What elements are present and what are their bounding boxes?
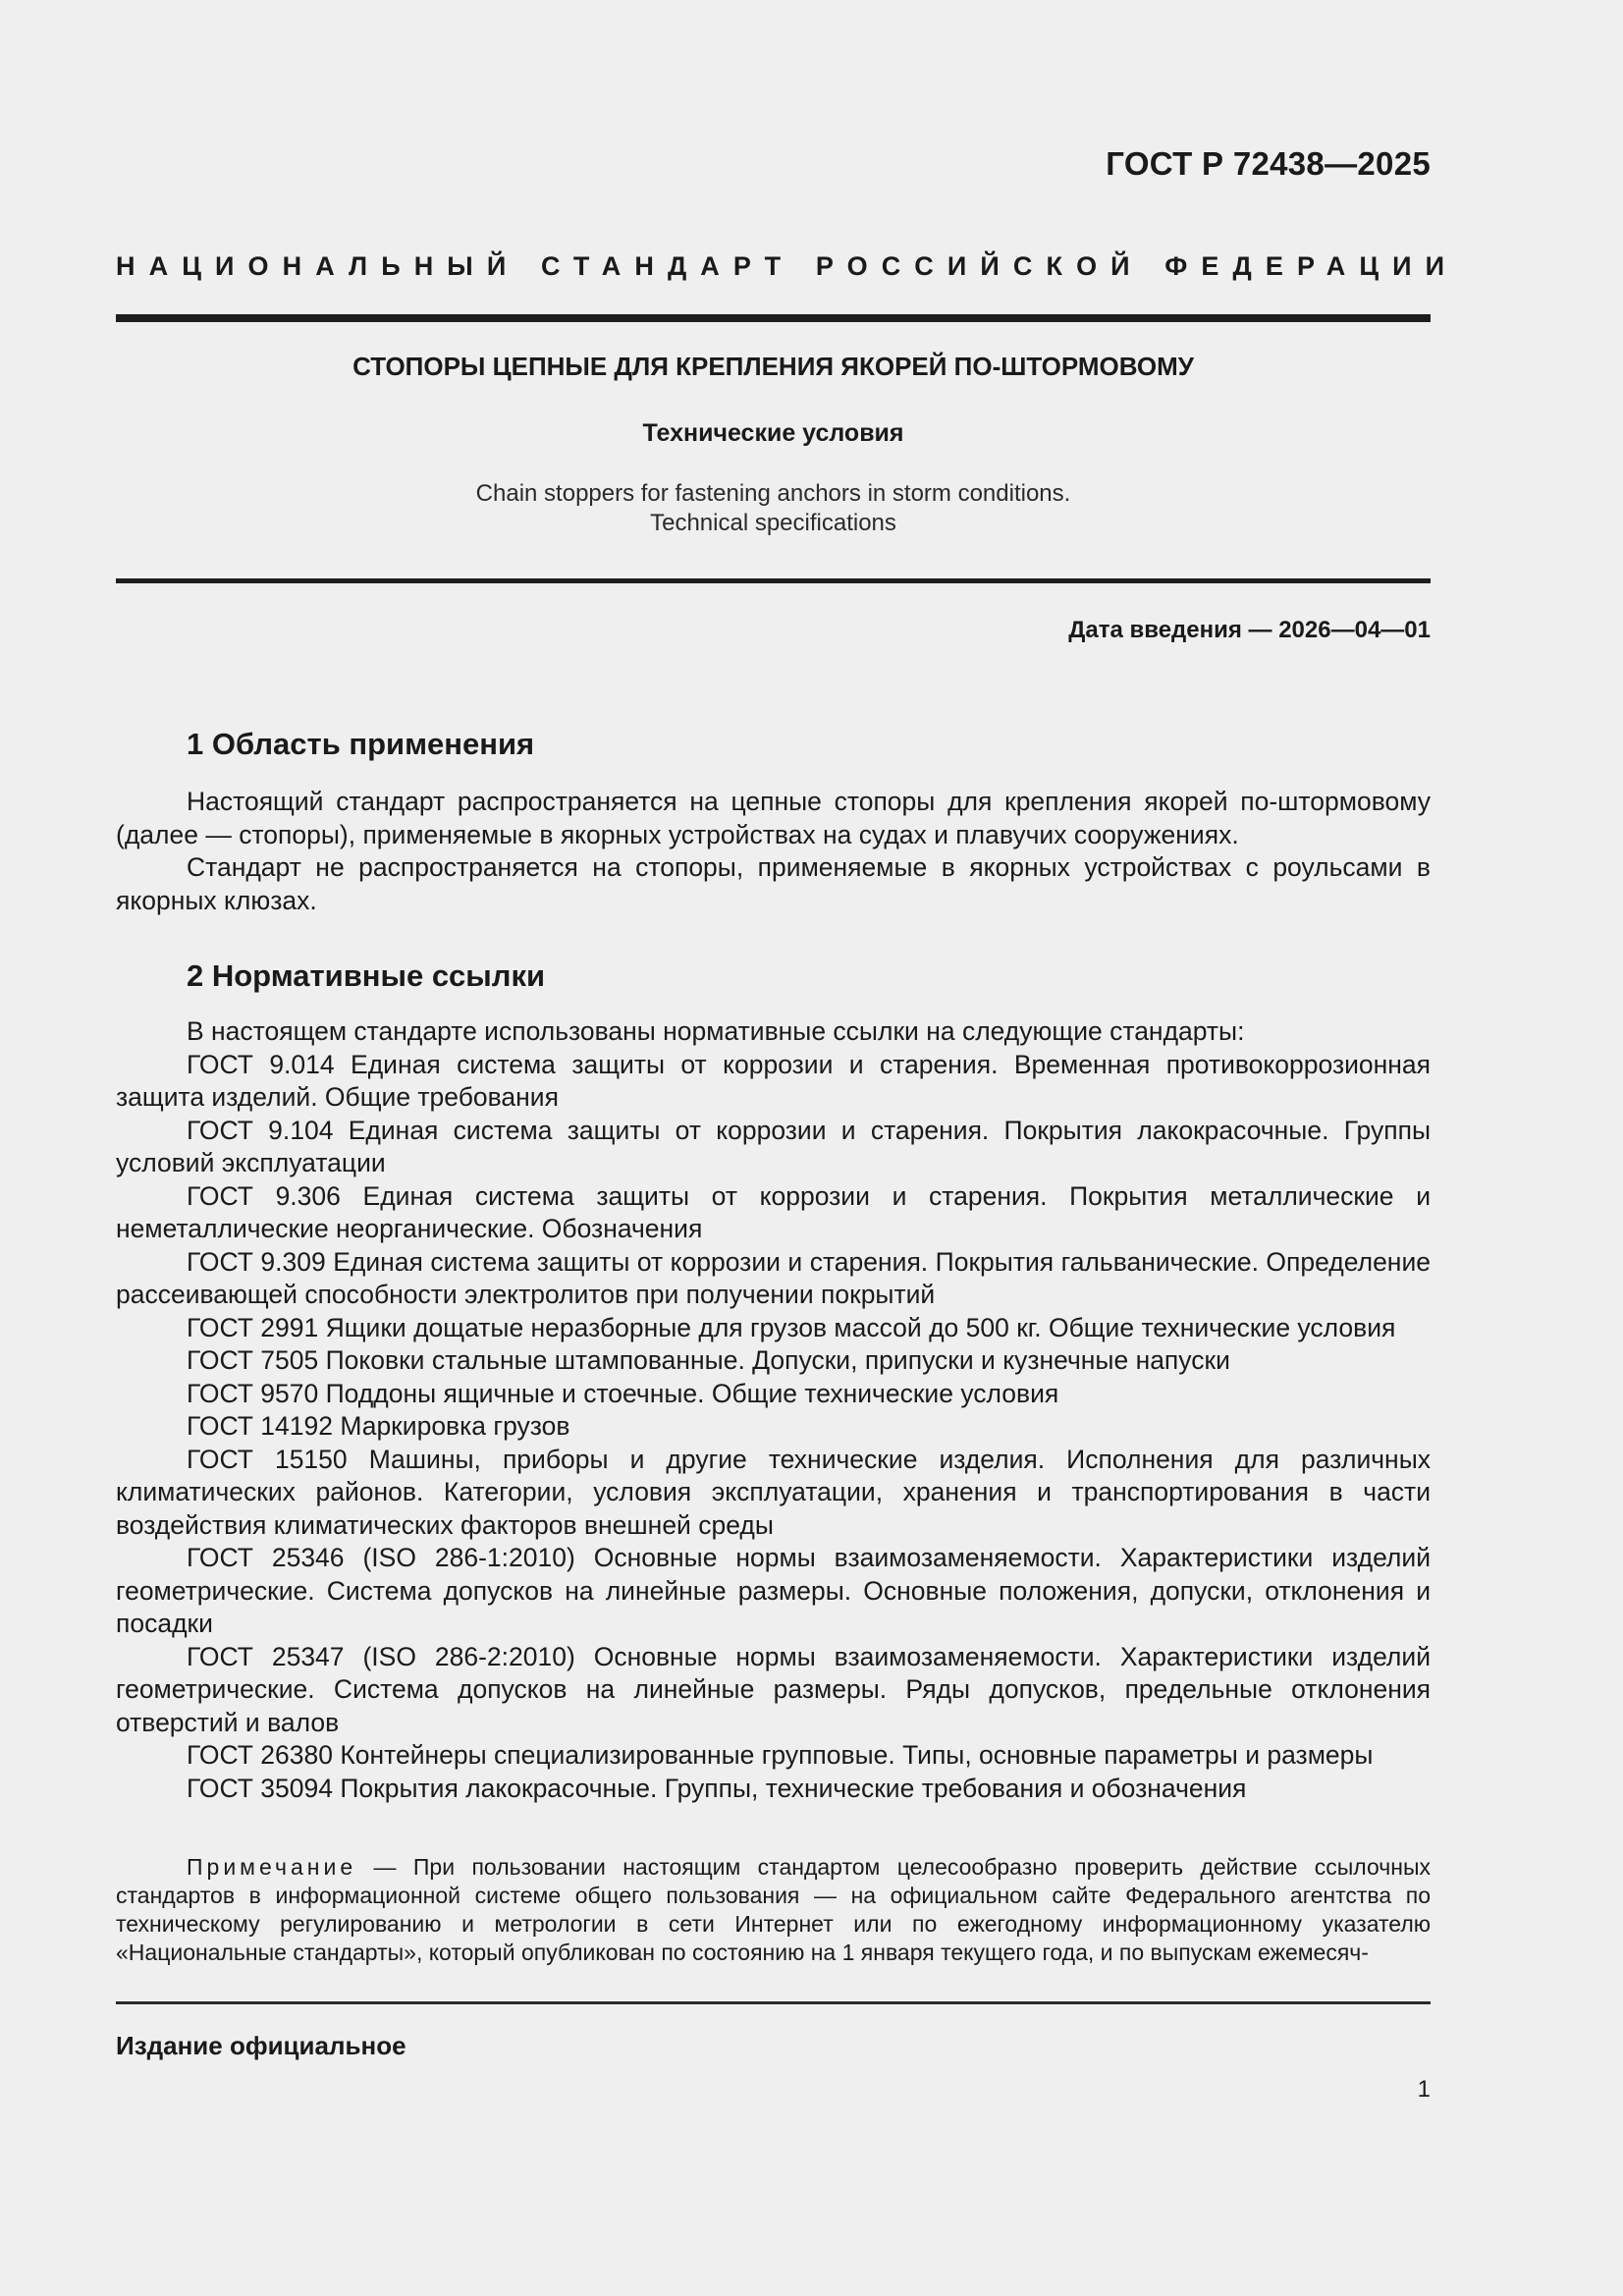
note-paragraph <box>116 1853 1431 1967</box>
section-2-intro: В настоящем стандарте использованы нормативные ссылки на следующие стандарты: <box>187 1016 1245 1046</box>
header-divider <box>116 314 1431 322</box>
reference-item: ГОСТ 9.306 Единая система защиты от коррозии и старения. Покрытия металлические и неметаллические неорганические. Обозначения <box>116 1180 1431 1243</box>
reference-item: ГОСТ 9570 Поддоны ящичные и стоечные. Общие технические условия <box>187 1378 1059 1408</box>
reference-item: ГОСТ 26380 Контейнеры специализированные групповые. Типы, основные параметры и размеры <box>187 1740 1374 1770</box>
title-divider <box>116 578 1431 583</box>
reference-item: ГОСТ 2991 Ящики дощатые неразборные для грузов массой до 500 кг. Общие технические условия <box>187 1312 1396 1342</box>
reference-item: ГОСТ 15150 Машины, приборы и другие технические изделия. Исполнения для различных климатических районов. Категории, условия эксплуатации, хранения и транспортирования в части воздействия климатических факторов внешней среды <box>116 1444 1431 1540</box>
section-1-body <box>116 786 1431 917</box>
reference-item: ГОСТ 35094 Покрытия лакокрасочные. Группы, технические требования и обозначения <box>187 1773 1247 1803</box>
introduction-date: Дата введения — 2026—04—01 <box>1068 617 1431 643</box>
page-number: 1 <box>1417 2076 1431 2103</box>
section-1-heading: 1 Область применения <box>187 727 535 761</box>
reference-item: ГОСТ 14192 Маркировка грузов <box>187 1411 570 1441</box>
note <box>116 1853 1431 1967</box>
reference-item: ГОСТ 25347 (ISO 286-2:2010) Основные нормы взаимозаменяемости. Характеристики изделий геометрические. Система допусков на линейные размеры. Ряды допусков, предельные отклонения отверстий и валов <box>116 1641 1431 1737</box>
english-title-line-2: Technical specifications <box>650 510 896 536</box>
gost-number: ГОСТ Р 72438—2025 <box>1106 145 1431 182</box>
reference-item: ГОСТ 25346 (ISO 286-1:2010) Основные нормы взаимозаменяемости. Характеристики изделий геометрические. Система допусков на линейные размеры. Основные положения, допуски, отклонения и посадки <box>116 1543 1431 1638</box>
reference-item: ГОСТ 9.104 Единая система защиты от коррозии и старения. Покрытия лакокрасочные. Группы условий эксплуатации <box>116 1115 1431 1177</box>
english-title-line-1: Chain stoppers for fastening anchors in storm conditions. <box>475 480 1071 507</box>
section-1-paragraph: Стандарт не распространяется на стопоры, применяемые в якорных устройствах с роульсами в якорных клюзах. <box>116 852 1431 915</box>
reference-item: ГОСТ 9.014 Единая система защиты от коррозии и старения. Временная противокоррозионная защита изделий. Общие требования <box>116 1049 1431 1112</box>
document-title: СТОПОРЫ ЦЕПНЫЕ ДЛЯ КРЕПЛЕНИЯ ЯКОРЕЙ ПО-ШТОРМОВОМУ <box>352 352 1194 381</box>
footer-divider <box>116 2001 1431 2004</box>
english-title <box>116 479 1431 538</box>
section-2-heading: 2 Нормативные ссылки <box>187 958 546 993</box>
section-2-body <box>116 1015 1431 1805</box>
reference-item: ГОСТ 7505 Поковки стальные штампованные. Допуски, припуски и кузнечные напуски <box>187 1345 1230 1375</box>
official-edition-label: Издание официальное <box>116 2031 406 2060</box>
national-standard-heading: НАЦИОНАЛЬНЫЙ СТАНДАРТ РОССИЙСКОЙ ФЕДЕРАЦИИ <box>116 251 1459 281</box>
section-1-paragraph: Настоящий стандарт распространяется на цепные стопоры для крепления якорей по-штормовому (далее — стопоры), применяемые в якорных устройствах на судах и плавучих сооружениях. <box>116 787 1431 849</box>
note-text: — При пользовании настоящим стандартом целесообразно проверить действие ссылочных стандартов в информационной системе общего пользования — на официальном сайте Федерального агентства по техническому регулированию и метрологии в сети Интернет или по ежегодному информационному указателю «Национальные стандарты», который опубликован по состоянию на 1 января текущего года, и по выпускам ежемесяч- <box>116 1854 1431 1965</box>
document-subtitle: Технические условия <box>642 419 904 447</box>
note-label: Примечание <box>187 1854 357 1880</box>
reference-item: ГОСТ 9.309 Единая система защиты от коррозии и старения. Покрытия гальванические. Определение рассеивающей способности электролитов при получении покрытий <box>116 1246 1431 1309</box>
